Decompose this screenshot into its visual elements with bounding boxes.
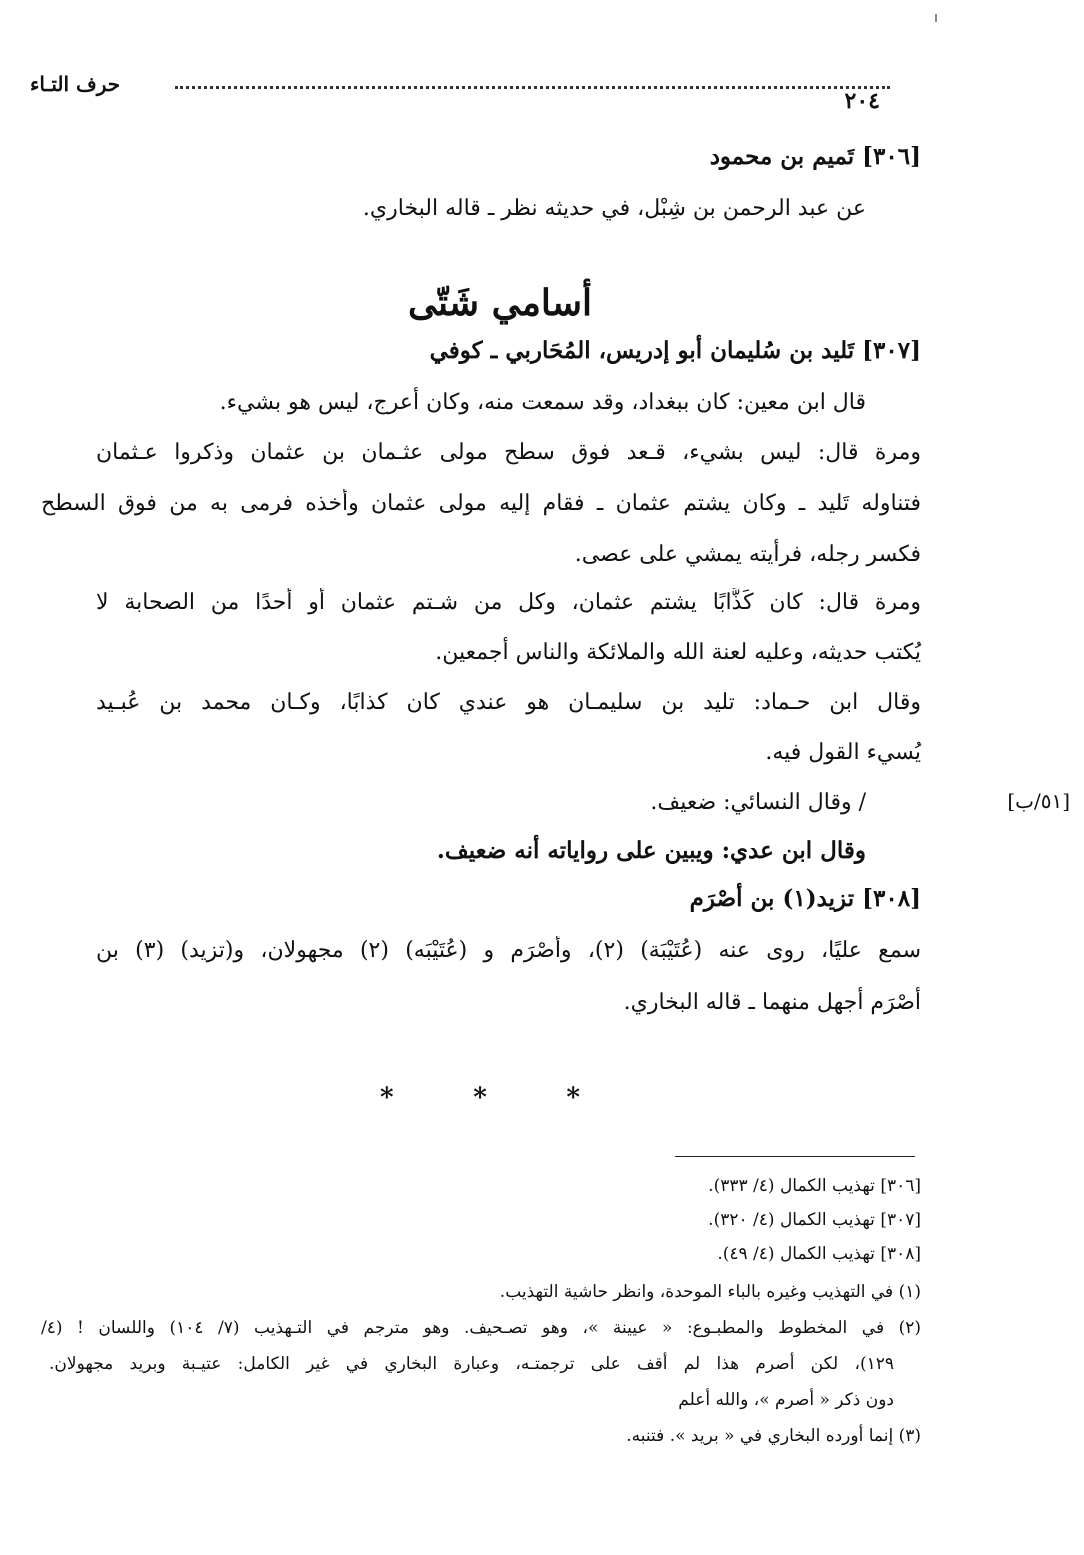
section-title: أسامي شَتّى xyxy=(408,282,592,324)
footnote-1: (١) في التهذيب وغيره بالباء الموحدة، وانظر حاشية التهذيب. xyxy=(499,1282,921,1302)
footnote-rule xyxy=(675,1156,915,1157)
entry-307-line-4: فكسر رجله، فرأيته يمشي على عصى. xyxy=(574,542,921,567)
separator-star: * xyxy=(380,1083,394,1113)
running-title: حرف التـاء xyxy=(30,72,121,96)
entry-307-line-5: ومرة قال: كان كَذَّابًا يشتم عثمان، وكل من شـتم عثمان أو أحدًا من الصحابة لا xyxy=(96,590,921,615)
footnote-2-line-2: ١٢٩)، لكن أصرم هذا لم أقف على ترجمتـه، وعبارة البخاري في غير الكامل: عتيـبة وبريد مجهولان. xyxy=(49,1354,894,1374)
entry-307-heading: [٣٠٧] تَليد بن سُليمان أبو إدريس، المُحَاربي ـ كوفي xyxy=(429,337,921,364)
entry-307-line-1: قال ابن معين: كان ببغداد، وقد سمعت منه، وكان أعرج، ليس هو بشيء. xyxy=(219,390,866,415)
footnote-ref-306: [٣٠٦] تهذيب الكمال (٤/ ٣٣٣). xyxy=(708,1176,921,1196)
scan-mark xyxy=(935,14,937,22)
footnote-2-line-3: دون ذكر « أصرم »، والله أعلم xyxy=(678,1390,894,1410)
entry-306-heading: [٣٠٦] تَميم بن محمود xyxy=(709,143,921,170)
margin-reference: [٥١/ب] xyxy=(1007,789,1070,813)
entry-307-line-6: يُكتب حديثه، وعليه لعنة الله والملائكة والناس أجمعين. xyxy=(435,640,921,665)
entry-307-line-9: / وقال النسائي: ضعيف. xyxy=(650,790,866,815)
separator-star: * xyxy=(473,1083,487,1113)
entry-308-line-1: سمع عليًا، روى عنه (عُتَيْبَة) (٢)، وأصْرَم و (عُتَيْبَه) (٢) مجهولان، و(تزيد) (٣) بن xyxy=(96,938,921,963)
entry-307-line-10: وقال ابن عدي: ويبين على رواياته أنه ضعيف. xyxy=(436,837,866,864)
footnote-2-line-1: (٢) في المخطوط والمطبـوع: « عيينة »، وهو تصـحيف. وهو مترجم في التـهذيب (٧/ ١٠٤) واللسان ! (٤/ xyxy=(41,1318,921,1338)
separator-star: * xyxy=(566,1083,580,1113)
section-separator xyxy=(380,1083,580,1113)
entry-307-line-7: وقال ابن حـماد: تليد بن سليمـان هو عندي كان كذابًا، وكـان محمد بن عُبـيد xyxy=(96,690,921,715)
entry-307-line-2: ومرة قال: ليس بشيء، قـعد فوق سطح مولى عثـمان بن عثمان وذكروا عـثمان xyxy=(96,440,921,465)
footnote-ref-308: [٣٠٨] تهذيب الكمال (٤/ ٤٩). xyxy=(717,1244,921,1264)
entry-307-line-3: فتناوله تَليد ـ وكان يشتم عثمان ـ فقام إليه مولى عثمان وأخذه فرمى به من فوق السطح xyxy=(41,491,921,516)
footnote-3: (٣) إنما أورده البخاري في « بريد ». فتنبه. xyxy=(626,1426,921,1446)
entry-308-heading: [٣٠٨] تزيد(١) بن أصْرَم xyxy=(689,885,921,912)
entry-308-line-2: أصْرَم أجهل منهما ـ قاله البخاري. xyxy=(623,990,921,1015)
header-rule xyxy=(175,86,890,89)
entry-307-line-8: يُسيء القول فيه. xyxy=(765,740,921,765)
footnote-ref-307: [٣٠٧] تهذيب الكمال (٤/ ٣٢٠). xyxy=(708,1210,921,1230)
entry-306-text: عن عبد الرحمن بن شِبْل، في حديثه نظر ـ قاله البخاري. xyxy=(362,196,866,221)
page-number: ٢٠٤ xyxy=(844,88,880,114)
